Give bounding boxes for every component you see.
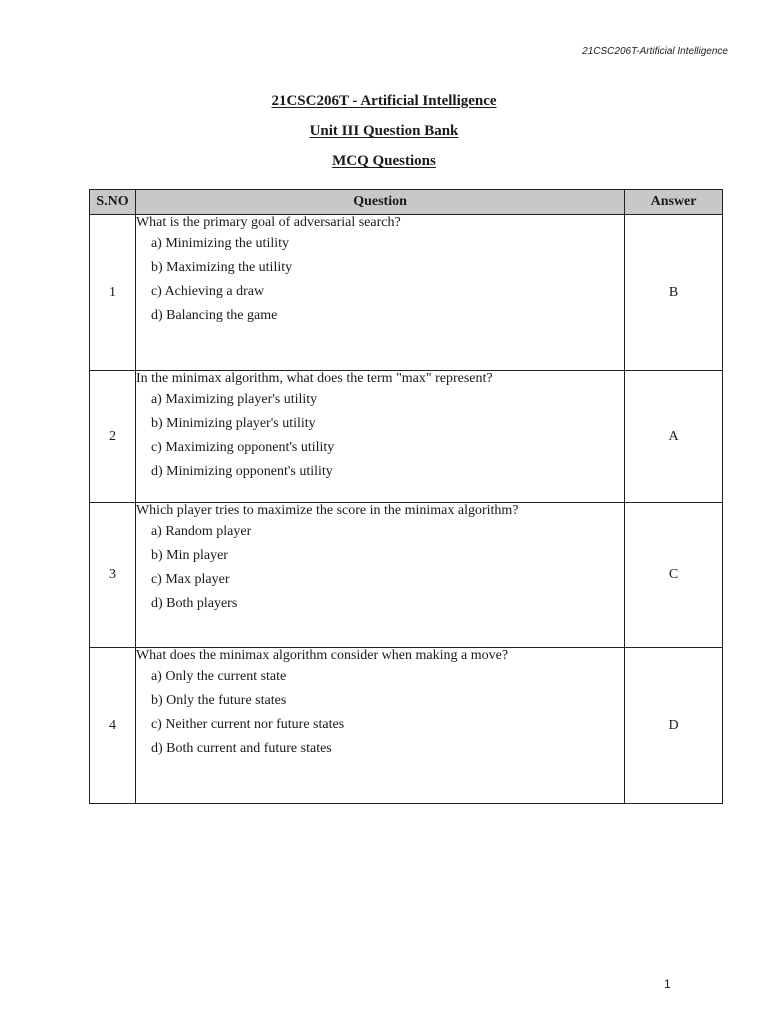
section-title: MCQ Questions	[332, 153, 436, 169]
table-row	[90, 371, 723, 503]
option-a: a) Only the current state	[150, 669, 287, 684]
sno-column-header: S.NO	[90, 190, 136, 215]
question-text: In the minimax algorithm, what does the term "max" represent?	[135, 371, 493, 386]
question-text: What does the minimax algorithm consider when making a move?	[135, 648, 509, 663]
option-b: b) Min player	[150, 548, 228, 563]
question-number: 4	[90, 648, 136, 804]
question-cell	[135, 371, 624, 503]
option-a: a) Minimizing the utility	[150, 236, 290, 251]
option-c: c) Neither current nor future states	[150, 717, 345, 732]
question-number: 3	[90, 503, 136, 648]
table-row	[90, 648, 723, 804]
question-text: Which player tries to maximize the score in the minimax algorithm?	[135, 503, 519, 518]
course-title: 21CSC206T - Artificial Intelligence	[271, 93, 497, 109]
option-b: b) Only the future states	[150, 693, 287, 708]
question-number: 2	[90, 371, 136, 503]
option-a: a) Maximizing player's utility	[150, 392, 318, 407]
option-d: d) Both players	[150, 596, 238, 611]
option-c: c) Max player	[150, 572, 230, 587]
unit-title: Unit III Question Bank	[309, 123, 459, 139]
page-number: 1	[664, 977, 671, 991]
answer-column-header: Answer	[625, 190, 723, 215]
option-c: c) Maximizing opponent's utility	[150, 440, 335, 455]
table-header-row	[90, 190, 723, 215]
option-b: b) Maximizing the utility	[150, 260, 293, 275]
option-b: b) Minimizing player's utility	[150, 416, 316, 431]
answer-cell: C	[625, 503, 723, 648]
table-row	[90, 503, 723, 648]
option-c: c) Achieving a draw	[150, 284, 265, 299]
question-column-header: Question	[135, 190, 624, 215]
question-cell	[135, 648, 624, 804]
option-d: d) Minimizing opponent's utility	[150, 464, 333, 479]
option-d: d) Balancing the game	[150, 308, 278, 323]
option-d: d) Both current and future states	[150, 741, 332, 756]
table-row	[90, 215, 723, 371]
answer-cell: B	[625, 215, 723, 371]
question-number: 1	[90, 215, 136, 371]
question-text: What is the primary goal of adversarial search?	[135, 215, 401, 230]
answer-cell: D	[625, 648, 723, 804]
option-a: a) Random player	[150, 524, 252, 539]
question-cell	[135, 215, 624, 371]
question-table	[89, 189, 723, 804]
answer-cell: A	[625, 371, 723, 503]
running-header: 21CSC206T-Artificial Intelligence	[582, 46, 728, 57]
question-cell	[135, 503, 624, 648]
